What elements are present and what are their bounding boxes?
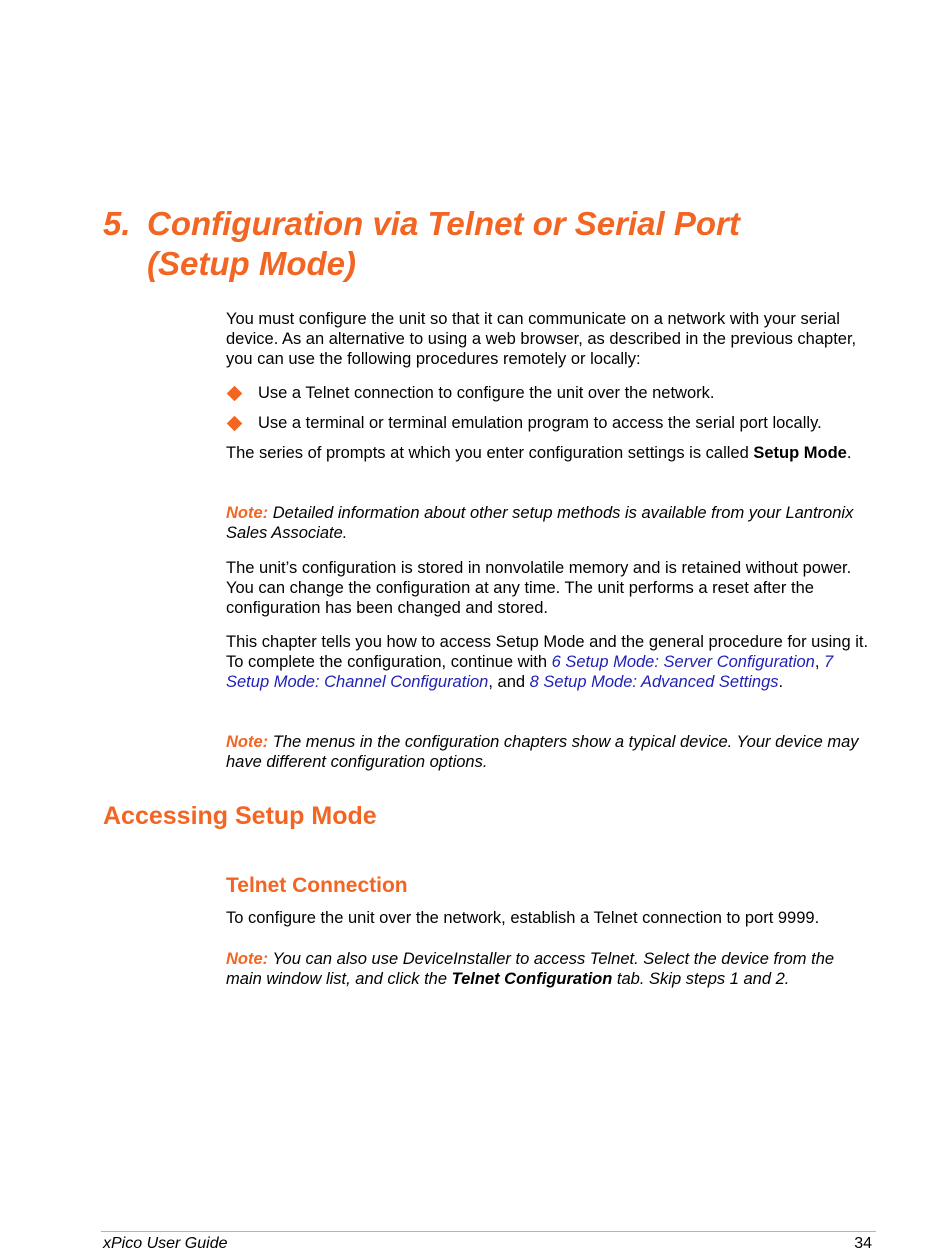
note-text: You can also use DeviceInstaller to access Telnet. Select the device from the main window list, and click the xyxy=(226,950,835,988)
chapter-title xyxy=(147,204,847,284)
overview-end: . xyxy=(778,673,784,691)
footer-divider xyxy=(101,1231,876,1232)
setup-mode-text: The series of prompts at which you enter configuration settings is called xyxy=(226,444,754,462)
telnet-paragraph: To configure the unit over the network, establish a Telnet connection to port 9999. xyxy=(226,909,820,927)
separator: , xyxy=(814,653,825,671)
chapter-number: 5. xyxy=(103,205,131,242)
note-deviceinstaller xyxy=(226,949,871,989)
note-label: Note: xyxy=(226,504,269,522)
separator: , and xyxy=(488,673,530,691)
intro-paragraph: You must configure the unit so that it can communicate on a network with your serial device. As an alternative to using a web browser, as described in the previous chapter, you can use the following procedures remotely or locally: xyxy=(226,310,857,368)
diamond-bullet-icon xyxy=(227,416,243,432)
bullet-item-telnet xyxy=(226,383,871,403)
note-text: Detailed information about other setup methods is available from your Lantronix Sales Associate. xyxy=(226,504,854,542)
overview-text: This chapter tells you how to access Setup Mode and the general procedure for using it. To complete the configuration, continue with xyxy=(226,633,869,671)
bullet-list-2 xyxy=(226,413,871,433)
chapter-overview-paragraph xyxy=(226,632,871,692)
note-label: Note: xyxy=(226,733,269,751)
link-server-configuration[interactable]: 6 Setup Mode: Server Configuration xyxy=(551,653,815,671)
note-text: The menus in the configuration chapters show a typical device. Your device may have different configuration options. xyxy=(226,733,859,771)
bullet-item-serial xyxy=(226,413,871,433)
note-menus xyxy=(226,732,871,772)
setup-mode-term: Setup Mode xyxy=(753,444,847,462)
link-advanced-settings[interactable]: 8 Setup Mode: Advanced Settings xyxy=(529,673,779,691)
bullet-text: Use a terminal or terminal emulation program to access the serial port locally. xyxy=(258,414,822,432)
chapter-title-line-1: Configuration via Telnet or Serial Port xyxy=(147,205,740,242)
setup-mode-end: . xyxy=(846,444,852,462)
storage-paragraph: The unit’s configuration is stored in nonvolatile memory and is retained without power. You can change the configuration at any time. The unit performs a reset after the configuration has been changed and stored. xyxy=(226,559,852,617)
setup-mode-paragraph xyxy=(226,443,871,463)
note-label: Note: xyxy=(226,950,269,968)
chapter-title-line-2: (Setup Mode) xyxy=(147,245,356,282)
note-setup-methods xyxy=(226,503,871,543)
telnet-configuration-term: Telnet Configuration xyxy=(451,970,613,988)
section-heading: Accessing Setup Mode xyxy=(103,802,377,830)
subsection-heading: Telnet Connection xyxy=(226,874,408,897)
footer-document-title: xPico User Guide xyxy=(103,1235,228,1252)
link-channel-configuration[interactable]: 7 Setup Mode: Channel Configuration xyxy=(226,653,834,691)
bullet-list xyxy=(226,383,871,403)
note-text-end: tab. Skip steps 1 and 2. xyxy=(612,970,790,988)
bullet-text: Use a Telnet connection to configure the unit over the network. xyxy=(258,384,715,402)
diamond-bullet-icon xyxy=(227,386,243,402)
footer-page-number: 34 xyxy=(854,1235,872,1252)
